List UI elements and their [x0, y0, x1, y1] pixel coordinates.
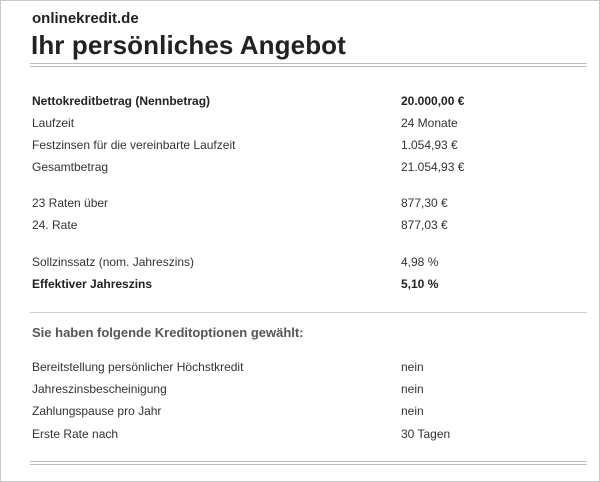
- offer-row-net-amount: [32, 92, 572, 110]
- offer-row-nominal-rate: [32, 253, 572, 271]
- option-value: nein: [401, 360, 424, 374]
- option-row-interest-certificate: [32, 380, 572, 398]
- offer-value: 1.054,93 €: [401, 138, 458, 152]
- section-divider: [30, 312, 587, 313]
- offer-row-term: [32, 114, 572, 132]
- option-row-payment-pause: [32, 402, 572, 420]
- offer-value: 21.054,93 €: [401, 160, 465, 174]
- offer-row-effective-rate: [32, 275, 572, 293]
- offer-label: Laufzeit: [32, 116, 75, 130]
- option-value: nein: [401, 382, 424, 396]
- footer-divider: [30, 461, 587, 465]
- offer-value: 4,98 %: [401, 255, 439, 269]
- header-divider: [30, 63, 587, 67]
- offer-label: 23 Raten über: [32, 196, 109, 210]
- offer-label: 24. Rate: [32, 218, 78, 232]
- option-value: 30 Tagen: [401, 427, 451, 441]
- option-row-first-installment: [32, 425, 572, 443]
- offer-value: 24 Monate: [401, 116, 458, 130]
- offer-row-final-installment: [32, 216, 572, 234]
- offer-value: 877,30 €: [401, 196, 448, 210]
- offer-label: Sollzinssatz (nom. Jahreszins): [32, 255, 195, 269]
- page-title: Ihr persönliches Angebot: [31, 30, 346, 60]
- options-heading: Sie haben folgende Kreditoptionen gewählt:: [32, 325, 304, 340]
- offer-row-fixed-interest: [32, 136, 572, 154]
- option-row-max-credit: [32, 358, 572, 376]
- offer-row-installments: [32, 194, 572, 212]
- offer-label: Gesamtbetrag: [32, 160, 109, 174]
- option-value: nein: [401, 404, 424, 418]
- option-label: Zahlungspause pro Jahr: [32, 404, 162, 418]
- offer-value: 20.000,00 €: [401, 94, 465, 108]
- offer-row-total-amount: [32, 158, 572, 176]
- offer-label: Effektiver Jahreszins: [32, 277, 153, 291]
- offer-label: Nettokreditbetrag (Nennbetrag): [32, 94, 211, 108]
- option-label: Bereitstellung persönlicher Höchstkredit: [32, 360, 244, 374]
- site-name: onlinekredit.de: [32, 10, 139, 27]
- option-label: Erste Rate nach: [32, 427, 119, 441]
- offer-value: 877,03 €: [401, 218, 448, 232]
- offer-label: Festzinsen für die vereinbarte Laufzeit: [32, 138, 236, 152]
- offer-value: 5,10 %: [401, 277, 439, 291]
- option-label: Jahreszinsbescheinigung: [32, 382, 167, 396]
